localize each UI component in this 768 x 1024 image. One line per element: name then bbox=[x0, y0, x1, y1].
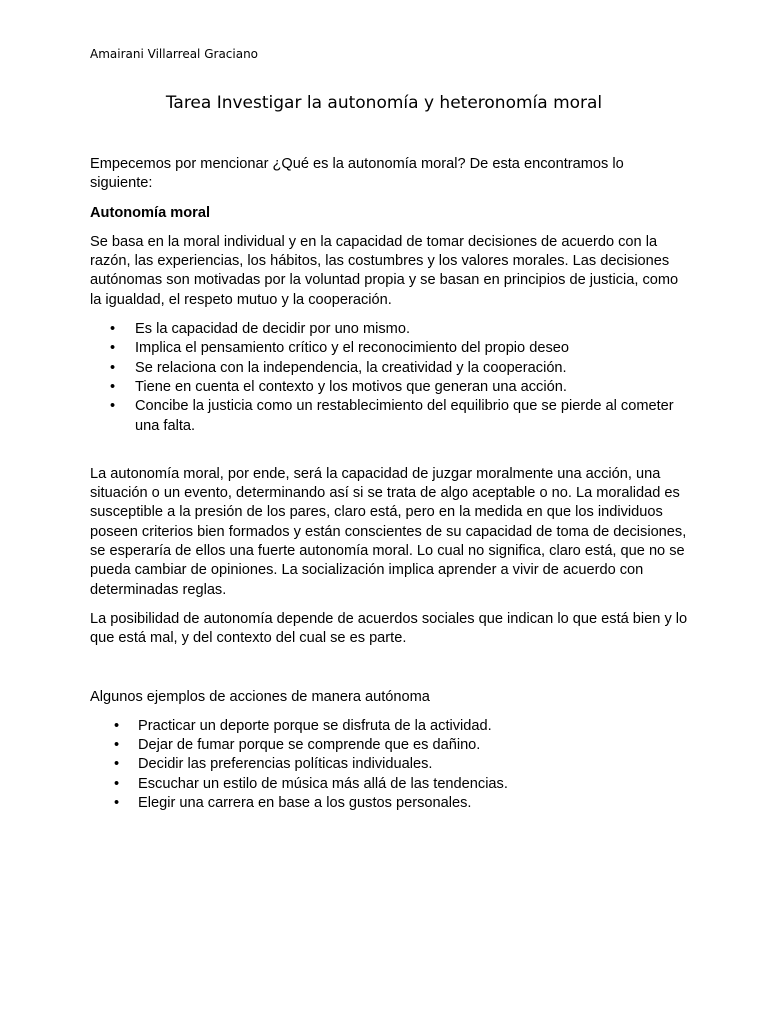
list-item: • Implica el pensamiento crítico y el reconocimiento del propio deseo bbox=[90, 339, 690, 358]
list-item: • Tiene en cuenta el contexto y los motivos que generan una acción. bbox=[90, 378, 690, 397]
section-heading: Autonomía moral bbox=[90, 204, 210, 221]
list-item: • Es la capacidad de decidir por uno mismo. bbox=[90, 320, 690, 339]
characteristics-list bbox=[90, 320, 690, 436]
document-title: Tarea Investigar la autonomía y heteronomía moral bbox=[165, 93, 603, 113]
list-item: • Dejar de fumar porque se comprende que es dañino. bbox=[90, 736, 690, 755]
examples-intro: Algunos ejemplos de acciones de manera autónoma bbox=[90, 688, 430, 705]
author-name: Amairani Villarreal Graciano bbox=[90, 47, 259, 61]
list-item: • Decidir las preferencias políticas individuales. bbox=[90, 755, 690, 774]
examples-list bbox=[90, 717, 690, 813]
possibility-paragraph: La posibilidad de autonomía depende de acuerdos sociales que indican lo que está bien y lo que está mal, y del contexto del cual se es parte. bbox=[90, 610, 688, 647]
document-body bbox=[90, 155, 690, 813]
list-item: • Practicar un deporte porque se disfruta de la actividad. bbox=[90, 717, 690, 736]
list-item: • Se relaciona con la independencia, la creatividad y la cooperación. bbox=[90, 359, 690, 378]
list-item: • Elegir una carrera en base a los gustos personales. bbox=[90, 794, 690, 813]
autonomy-paragraph: La autonomía moral, por ende, será la capacidad de juzgar moralmente una acción, una situación o un evento, determinando así si se trata de algo aceptable o no. La moralidad es susceptible a la presión de los pares, claro está, pero en la medida en que los individuos poseen criterios bien formados y están conscientes de su capacidad de toma de decisiones, se esperaría de ellos una fuerte autonomía moral. Lo cual no significa, claro está, que no se pueda cambiar de opiniones. La socialización implica aprender a vivir de acuerdo con determinadas reglas. bbox=[90, 465, 687, 598]
intro-paragraph: Empecemos por mencionar ¿Qué es la autonomía moral? De esta encontramos lo siguiente: bbox=[90, 156, 624, 192]
definition-paragraph: Se basa en la moral individual y en la capacidad de tomar decisiones de acuerdo con la razón, las experiencias, los hábitos, las costumbres y los valores morales. Las decisiones autónomas son motivadas por la voluntad propia y se basan en principios de justicia, como la igualdad, el respeto mutuo y la cooperación. bbox=[90, 233, 679, 308]
list-item: • Concibe la justicia como un restablecimiento del equilibrio que se pierde al cometer una falta. bbox=[90, 397, 690, 436]
list-item: • Escuchar un estilo de música más allá de las tendencias. bbox=[90, 775, 690, 794]
